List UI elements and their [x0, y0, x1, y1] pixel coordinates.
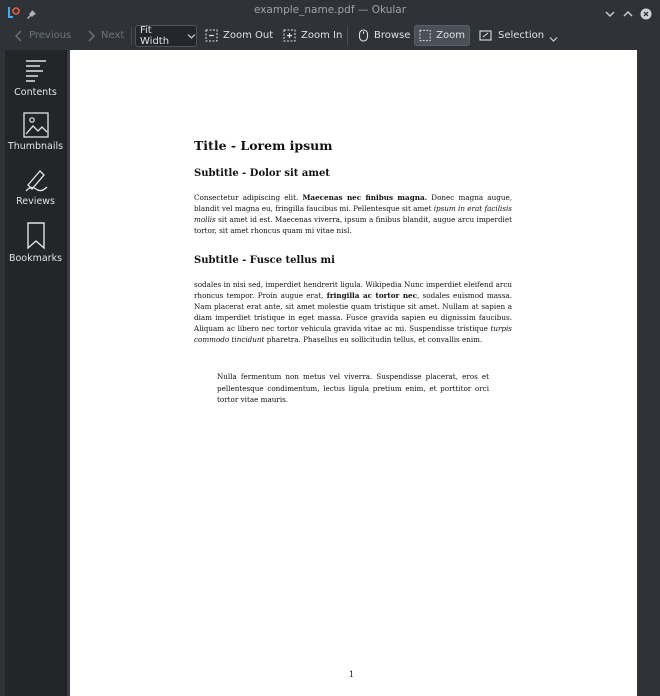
sidebar-item-label: Thumbnails — [7, 141, 64, 152]
thumbnails-icon — [23, 112, 49, 138]
document-title: Title - Lorem ipsum — [194, 138, 333, 153]
previous-label: Previous — [29, 30, 72, 41]
sidebar-item-label: Reviews — [16, 196, 55, 207]
zoom-in-button[interactable] — [279, 25, 346, 46]
sidebar-item-reviews[interactable] — [5, 167, 66, 207]
browse-button[interactable] — [354, 25, 414, 46]
section-subtitle: Subtitle - Dolor sit amet — [194, 168, 330, 179]
sidebar-item-bookmarks[interactable] — [5, 222, 66, 264]
zoom-out-button[interactable] — [201, 25, 277, 46]
selection-label: Selection — [498, 30, 545, 41]
zoom-out-icon — [205, 29, 218, 42]
chevron-down-icon[interactable] — [549, 36, 558, 43]
toolbar-separator — [347, 27, 348, 45]
block-quote: Nulla fermentum non metus vel viverra. Suspendisse placerat, eros et pellentesque condimentum, lectus ligula pretium enim, et porttitor orci tortor vitae mauris. — [217, 372, 489, 404]
page-number: 1 — [349, 670, 355, 679]
reviews-icon — [23, 167, 49, 193]
bookmarks-icon — [26, 222, 46, 250]
section-subtitle: Subtitle - Fusce tellus mi — [194, 255, 335, 266]
zoom-mode-select[interactable] — [135, 25, 197, 47]
chevron-right-icon — [86, 30, 96, 42]
chevron-down-icon — [187, 33, 196, 40]
zoom-mode-value: Fit Width — [140, 25, 170, 47]
contents-icon — [24, 58, 48, 84]
sidebar-item-thumbnails[interactable] — [5, 112, 66, 152]
sidebar-item-label: Bookmarks — [8, 253, 63, 264]
sidebar-item-contents[interactable] — [5, 58, 66, 98]
zoom-tool-button[interactable] — [414, 25, 470, 46]
vertical-scrollbar[interactable] — [637, 50, 660, 696]
zoom-tool-icon — [419, 29, 431, 42]
window-titlebar — [0, 0, 660, 22]
sidebar-item-label: Contents — [14, 87, 57, 98]
selection-icon — [479, 29, 493, 42]
toolbar-separator — [131, 27, 132, 45]
browse-label: Browse — [374, 30, 411, 41]
section-paragraph: Consectetur adipiscing elit. Maecenas nec finibus magna. Donec magna augue, blandit vel magna eu, fringilla faucibus mi. Pellentesque sit amet ipsum in erat facilisis mollis sit amet id est. Maecenas viverra, ipsum a finibus blandit, augue arcu imperdiet tortor, sit amet rhoncus quam mi vitae nisl. — [194, 193, 512, 235]
next-label: Next — [101, 30, 125, 41]
window-title: example_name.pdf — Okular — [253, 4, 407, 16]
section-paragraph: sodales in nisi sed, imperdiet hendrerit ligula. Wikipedia Nunc imperdiet eleifend arcu rhoncus tempor. Proin augue erat, fringilla ac tortor nec, sodales euismod massa. Nam placerat erat ante, sit amet molestie quam tristique sit amet. Nullam at sapien a diam imperdiet tristique in eget massa. Fusce gravida sapien eu dignissim faucibus. Aliquam ac libero nec tortor vehicula gravida vitae ac mi. Suspendisse tristique turpis commodo tincidunt pharetra. Phasellus eu sollicitudin tellus, et convallis enim. — [194, 280, 512, 344]
chevron-left-icon — [14, 30, 24, 42]
main-toolbar — [0, 22, 660, 51]
minimize-icon[interactable] — [604, 5, 616, 17]
zoom-in-label: Zoom In — [301, 30, 343, 41]
zoom-out-label: Zoom Out — [223, 30, 274, 41]
pdf-page — [70, 50, 637, 696]
zoom-in-icon — [283, 29, 296, 42]
zoom-tool-label: Zoom — [436, 30, 465, 41]
sidebar — [5, 50, 67, 696]
maximize-icon[interactable] — [622, 5, 634, 17]
next-button[interactable] — [82, 25, 128, 46]
previous-button[interactable] — [10, 25, 75, 46]
close-icon[interactable] — [640, 5, 652, 17]
mouse-icon — [358, 29, 369, 42]
selection-button[interactable] — [475, 25, 562, 46]
